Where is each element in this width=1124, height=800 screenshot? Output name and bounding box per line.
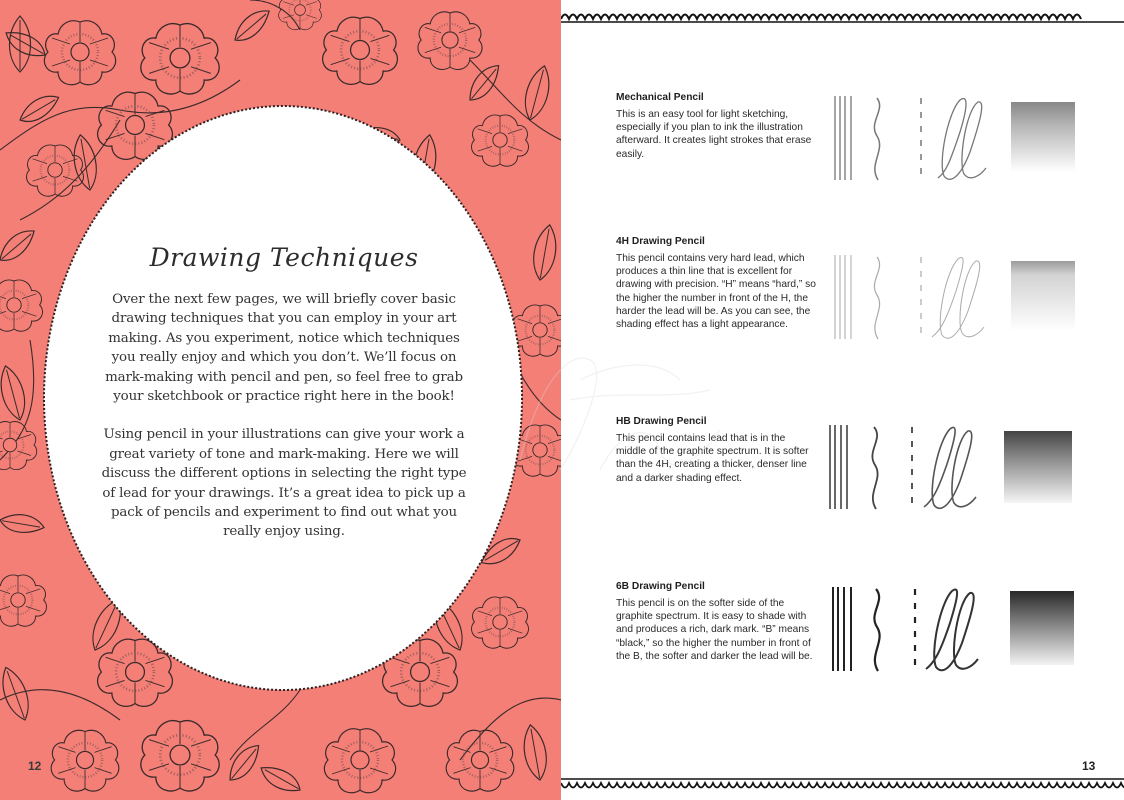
stroke-samples-hb <box>820 421 1120 521</box>
wavy-line-icon <box>874 589 879 671</box>
pencil-entry-hb <box>616 416 816 485</box>
shading-gradient-icon <box>1011 261 1075 331</box>
right-page <box>561 0 1124 800</box>
stroke-samples-4h <box>820 251 1120 351</box>
left-page <box>0 0 561 800</box>
cursive-loops-icon <box>932 257 984 338</box>
pencil-description: This pencil contains lead that is in the middle of the graphite spectrum. It is softer than the 4H, creating a thicker, denser line and a darker shading effect. <box>616 433 809 484</box>
pencil-entry-mechanical <box>616 92 816 161</box>
page-number-right: 13 <box>1082 759 1096 773</box>
stroke-samples-mechanical <box>820 92 1120 192</box>
wavy-line-icon <box>874 98 879 180</box>
pencil-description: This pencil contains very hard lead, which produces a thin line that is excellent for drawing with precision. “H” means “hard,” so the higher the number in front of the H, the harder the lead will be. As you can see, the shading effect has a light appearance. <box>616 253 816 331</box>
straight-lines-icon <box>835 96 851 180</box>
pencil-title: 4H Drawing Pencil <box>616 236 705 247</box>
pencil-title: Mechanical Pencil <box>616 92 704 103</box>
straight-lines-icon <box>830 425 847 509</box>
intro-paragraph-2: Using pencil in your illustrations can give your work a great variety of tone and mark-making. Here we will discuss the different options in selecting the right type of lead for your drawings. It’s a great idea to pick up a pack of pencils and experiment to find out what you really enjoy using. <box>101 427 467 540</box>
scalloped-border-top <box>561 3 1124 27</box>
cursive-loops-icon <box>924 427 976 508</box>
pencil-description: This pencil is on the softer side of the graphite spectrum. It is easy to shade with and produces a rich, dark mark. “B” means “black,” so the higher the number in front of the B, the softer and darker the lead will be. <box>616 598 813 662</box>
stroke-samples-6b <box>820 583 1120 683</box>
wavy-line-icon <box>872 427 877 509</box>
straight-lines-icon <box>835 255 851 339</box>
page-title: Drawing Techniques <box>149 243 419 272</box>
straight-lines-icon <box>833 587 851 671</box>
pencil-entry-6b <box>616 581 816 663</box>
pencil-entry-4h <box>616 236 816 331</box>
intro-text-block <box>96 243 472 561</box>
intro-paragraph-1: Over the next few pages, we will briefly cover basic drawing techniques that you can employ in your art making. As you experiment, notice which techniques you really enjoy and which you don’t. We’ll focus on mark-making with pencil and pen, so feel free to grab your sketchbook or practice right here in the book! <box>105 292 463 405</box>
cursive-loops-icon <box>926 589 978 670</box>
pencil-title: 6B Drawing Pencil <box>616 581 705 592</box>
cursive-loops-icon <box>938 98 986 179</box>
shading-gradient-icon <box>1004 431 1072 503</box>
shading-gradient-icon <box>1010 591 1074 665</box>
page-number-left: 12 <box>28 759 42 773</box>
pencil-title: HB Drawing Pencil <box>616 416 707 427</box>
wavy-line-icon <box>874 257 879 339</box>
scalloped-border-bottom <box>561 775 1124 799</box>
pencil-description: This is an easy tool for light sketching, especially if you plan to ink the illustration afterward. It creates light strokes that erase easily. <box>616 109 812 160</box>
shading-gradient-icon <box>1011 102 1075 172</box>
